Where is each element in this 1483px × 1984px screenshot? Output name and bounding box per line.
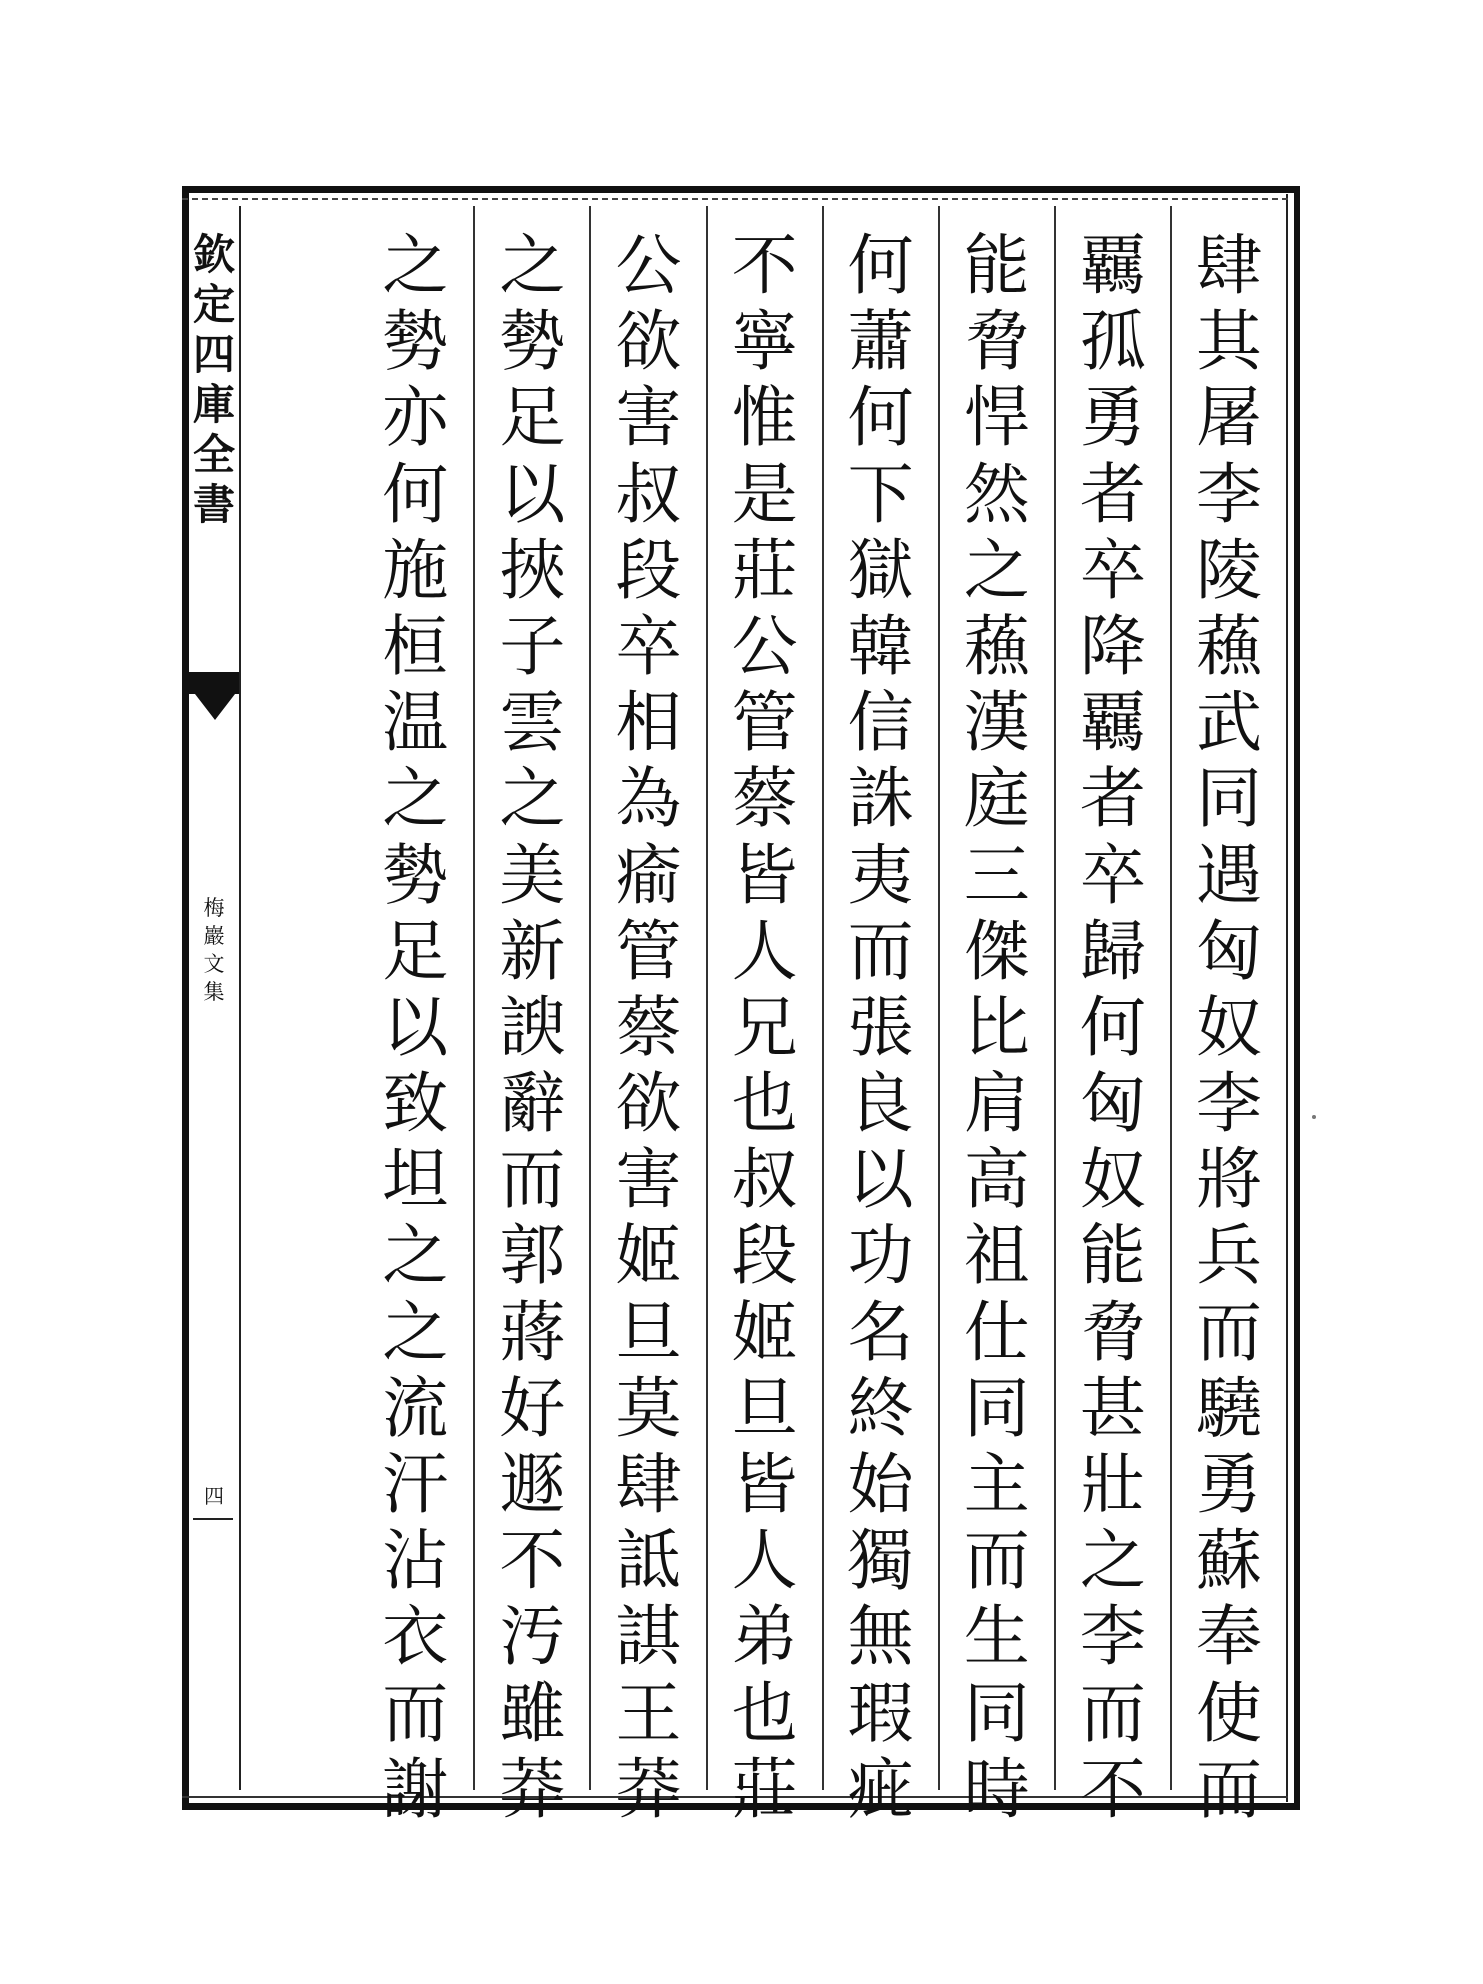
- text-column-char: 不: [1079, 1750, 1146, 1828]
- text-column-char: 陵: [1195, 531, 1262, 609]
- text-column-char: 無: [847, 1598, 914, 1676]
- text-column-char: 是: [731, 455, 798, 533]
- margin-title-char: 定: [192, 280, 235, 329]
- text-column-char: 李: [1079, 1598, 1146, 1676]
- text-column-char: 之: [382, 760, 449, 838]
- text-columns: [241, 206, 1286, 1828]
- text-column-char: 而: [382, 1674, 449, 1752]
- text-column-char: 謝: [382, 1750, 449, 1828]
- text-column-char: 武: [1195, 684, 1262, 762]
- text-column-char: 能: [963, 227, 1030, 304]
- text-column-char: 新: [499, 912, 566, 990]
- text-column-char: 汚: [499, 1598, 566, 1676]
- text-column-char: 諛: [499, 988, 566, 1066]
- text-column-char: 脅: [1079, 1293, 1146, 1371]
- text-column-char: 比: [963, 988, 1030, 1066]
- text-column: [357, 206, 473, 1828]
- text-column-char: 何: [1079, 988, 1146, 1066]
- inner-border-top: [182, 198, 1288, 200]
- text-column-char: 挾: [499, 531, 566, 609]
- text-column-char: 亦: [382, 379, 449, 457]
- text-column-char: 人: [731, 912, 798, 990]
- text-column-char: 也: [731, 1065, 798, 1143]
- text-column-char: 覊: [1079, 684, 1146, 762]
- margin-subtitle-char: 文: [203, 952, 225, 976]
- text-column-char: 沾: [382, 1522, 449, 1600]
- text-column-char: 之: [499, 760, 566, 838]
- text-column-char: 莊: [731, 531, 798, 609]
- text-column-char: 旦: [731, 1369, 798, 1447]
- text-column-char: 奴: [1195, 988, 1262, 1066]
- text-column-char: 覊: [1079, 227, 1146, 304]
- text-column-char: 肩: [963, 1065, 1030, 1143]
- text-column-char: 始: [847, 1446, 914, 1523]
- text-column-char: 也: [731, 1674, 798, 1752]
- text-column-char: 傑: [963, 912, 1030, 990]
- text-column-char: 張: [847, 988, 914, 1066]
- text-column-char: 壯: [1079, 1446, 1146, 1523]
- text-column-char: 施: [382, 531, 449, 609]
- margin-column: [189, 206, 241, 1790]
- text-column-char: 美: [499, 836, 566, 914]
- text-column-char: 坦: [382, 1141, 449, 1219]
- margin-title-char: 欽: [192, 230, 235, 279]
- text-column-char: 之: [382, 1217, 449, 1295]
- text-column-char: 孤: [1079, 303, 1146, 381]
- text-column-char: 惟: [731, 379, 798, 457]
- text-column-char: 致: [382, 1065, 449, 1143]
- text-column-char: 良: [847, 1065, 914, 1143]
- text-column: [589, 206, 705, 1828]
- text-column-char: 將: [1195, 1141, 1262, 1219]
- text-column-char: 莽: [499, 1750, 566, 1828]
- text-column-char: 功: [847, 1217, 914, 1295]
- fishtail-chevron: [195, 694, 235, 720]
- text-column-char: 仕: [963, 1293, 1030, 1371]
- text-column-char: 足: [382, 912, 449, 990]
- text-column-char: 之: [963, 531, 1030, 609]
- text-column-char: 姬: [731, 1293, 798, 1371]
- text-column-char: 足: [499, 379, 566, 457]
- text-column-char: 桓: [382, 607, 449, 685]
- text-column: [706, 206, 822, 1828]
- text-column-char: 蔡: [615, 988, 682, 1066]
- text-column-char: 名: [847, 1293, 914, 1371]
- inner-border-right: [1286, 194, 1288, 1802]
- text-column-char: 匈: [1079, 1065, 1146, 1143]
- text-column-char: 以: [382, 988, 449, 1066]
- text-column: [1170, 206, 1286, 1828]
- text-column-char: 韓: [847, 607, 914, 685]
- text-column-char: 信: [847, 684, 914, 762]
- text-column-char: 王: [615, 1674, 682, 1752]
- text-column-char: 管: [731, 684, 798, 762]
- text-column-char: 而: [1079, 1674, 1146, 1752]
- text-column-char: 高: [963, 1141, 1030, 1219]
- text-column-char: 衣: [382, 1598, 449, 1676]
- text-column-char: 而: [963, 1522, 1030, 1600]
- text-column-char: 欲: [615, 303, 682, 381]
- text-column-char: 而: [847, 912, 914, 990]
- text-column-char: 子: [499, 607, 566, 685]
- text-column-char: 庭: [963, 760, 1030, 838]
- text-column-char: 蘓: [963, 607, 1030, 685]
- text-column-char: 不: [499, 1522, 566, 1600]
- margin-subtitle: [189, 894, 239, 1006]
- text-column-char: 寧: [731, 303, 798, 381]
- text-column-char: 之: [382, 1293, 449, 1371]
- text-column-char: 段: [615, 531, 682, 609]
- margin-title-char: 四: [192, 330, 235, 379]
- stray-mark: [1312, 1115, 1316, 1119]
- text-column-char: 肆: [1195, 227, 1262, 304]
- text-column-char: 勢: [382, 303, 449, 381]
- text-column-char: 時: [963, 1750, 1030, 1828]
- text-column-char: 同: [963, 1369, 1030, 1447]
- text-column-char: 人: [731, 1522, 798, 1600]
- text-column-char: 段: [731, 1217, 798, 1295]
- text-column-char: 肆: [615, 1446, 682, 1523]
- text-column-char: 詆: [615, 1522, 682, 1600]
- text-column-char: 李: [1195, 455, 1262, 533]
- text-column-char: 莽: [615, 1750, 682, 1828]
- text-column-char: 勇: [1195, 1446, 1262, 1523]
- text-column-char: 同: [963, 1674, 1030, 1752]
- text-column-char: 誅: [847, 760, 914, 838]
- text-column-char: 驍: [1195, 1369, 1262, 1447]
- text-column-char: 諆: [615, 1598, 682, 1676]
- text-column-char: 何: [382, 455, 449, 533]
- text-column-char: 何: [847, 379, 914, 457]
- text-column: [473, 206, 589, 1828]
- page-number-rule: [193, 1518, 233, 1520]
- text-column-char: 而: [499, 1141, 566, 1219]
- text-column-char: 蕭: [847, 303, 914, 381]
- text-column-char: 辭: [499, 1065, 566, 1143]
- text-column-char: 何: [847, 227, 914, 304]
- text-column-char: 然: [963, 455, 1030, 533]
- text-column-char: 兄: [731, 988, 798, 1066]
- text-column-char: 叔: [615, 455, 682, 533]
- text-column-char: 主: [963, 1446, 1030, 1523]
- text-column-char: 下: [847, 455, 914, 533]
- text-column-char: 匈: [1195, 912, 1262, 990]
- text-column-char: 而: [1195, 1293, 1262, 1371]
- text-column-char: 三: [963, 836, 1030, 914]
- text-column-char: 害: [615, 379, 682, 457]
- text-column-char: 蘇: [1195, 1522, 1262, 1600]
- text-column-char: 雲: [499, 684, 566, 762]
- text-column-char: 蔡: [731, 760, 798, 838]
- fishtail-bar: [189, 672, 239, 694]
- text-column-char: 李: [1195, 1065, 1262, 1143]
- text-column-char: 遯: [499, 1446, 566, 1523]
- page-number: 四: [204, 1484, 224, 1508]
- text-column-char: 者: [1079, 455, 1146, 533]
- text-column-char: 郭: [499, 1217, 566, 1295]
- text-column-char: 蔣: [499, 1293, 566, 1371]
- text-column: [822, 206, 938, 1828]
- text-column-char: 叔: [731, 1141, 798, 1219]
- text-column-char: 雖: [499, 1674, 566, 1752]
- text-column-char: 獄: [847, 531, 914, 609]
- text-column-char: 公: [615, 227, 682, 304]
- text-column-char: 皆: [731, 836, 798, 914]
- text-column-char: 獨: [847, 1522, 914, 1600]
- text-column-char: 漢: [963, 684, 1030, 762]
- text-column-char: 温: [382, 684, 449, 762]
- text-column-char: 好: [499, 1369, 566, 1447]
- text-column-char: 之: [382, 227, 449, 304]
- text-column-char: 欲: [615, 1065, 682, 1143]
- margin-title-char: 庫: [192, 380, 235, 429]
- text-column-char: 降: [1079, 607, 1146, 685]
- text-column-char: 弟: [731, 1598, 798, 1676]
- text-column-char: 之: [499, 227, 566, 304]
- text-column-char: 姬: [615, 1217, 682, 1295]
- text-column-char: 同: [1195, 760, 1262, 838]
- text-column-char: 遇: [1195, 836, 1262, 914]
- text-column-char: 相: [615, 684, 682, 762]
- text-column-char: 而: [1195, 1750, 1262, 1828]
- text-column-char: 莫: [615, 1369, 682, 1447]
- text-column-char: 公: [731, 607, 798, 685]
- text-column-char: 之: [1079, 1522, 1146, 1600]
- text-column-char: 以: [499, 455, 566, 533]
- text-column-char: 汗: [382, 1446, 449, 1523]
- text-column-char: 管: [615, 912, 682, 990]
- text-column-char: 其: [1195, 303, 1262, 381]
- text-column-char: 者: [1079, 760, 1146, 838]
- text-column-char: 蘓: [1195, 607, 1262, 685]
- text-column-char: 不: [731, 227, 798, 304]
- margin-subtitle-char: 集: [203, 980, 225, 1004]
- text-column-char: 祖: [963, 1217, 1030, 1295]
- text-column-char: 流: [382, 1369, 449, 1447]
- text-column-char: 生: [963, 1598, 1030, 1676]
- margin-subtitle-char: 梅: [203, 896, 225, 920]
- text-column-char: 勢: [382, 836, 449, 914]
- text-column-char: 瑕: [847, 1674, 914, 1752]
- text-column-char: 終: [847, 1369, 914, 1447]
- text-column-char: 卒: [1079, 836, 1146, 914]
- text-column-char: 莊: [731, 1750, 798, 1828]
- page-frame: [182, 186, 1300, 1828]
- text-column-char: 為: [615, 760, 682, 838]
- margin-title: [189, 230, 239, 530]
- text-column-char: 疵: [847, 1750, 914, 1828]
- text-column-char: 脅: [963, 303, 1030, 381]
- text-column-char: 瘉: [615, 836, 682, 914]
- text-column-char: 甚: [1079, 1369, 1146, 1447]
- text-column-char: 以: [847, 1141, 914, 1219]
- text-column-char: 害: [615, 1141, 682, 1219]
- text-column-char: 奉: [1195, 1598, 1262, 1676]
- margin-subtitle-char: 巖: [203, 924, 225, 948]
- margin-title-char: 書: [192, 480, 235, 529]
- text-column-char: 夷: [847, 836, 914, 914]
- text-column-char: 奴: [1079, 1141, 1146, 1219]
- text-column-char: 卒: [615, 607, 682, 685]
- text-column-char: 卒: [1079, 531, 1146, 609]
- text-column-char: 勢: [499, 303, 566, 381]
- text-column-char: 能: [1079, 1217, 1146, 1295]
- text-column-char: 兵: [1195, 1217, 1262, 1295]
- text-column-char: 旦: [615, 1293, 682, 1371]
- text-column: [938, 206, 1054, 1828]
- text-column-char: 使: [1195, 1674, 1262, 1752]
- text-column: [1054, 206, 1170, 1828]
- text-column-char: 勇: [1079, 379, 1146, 457]
- text-column-char: 歸: [1079, 912, 1146, 990]
- margin-title-char: 全: [192, 430, 235, 479]
- text-column-char: 悍: [963, 379, 1030, 457]
- text-column-char: 屠: [1195, 379, 1262, 457]
- text-column-char: 皆: [731, 1446, 798, 1523]
- fishtail-mark: [189, 672, 239, 728]
